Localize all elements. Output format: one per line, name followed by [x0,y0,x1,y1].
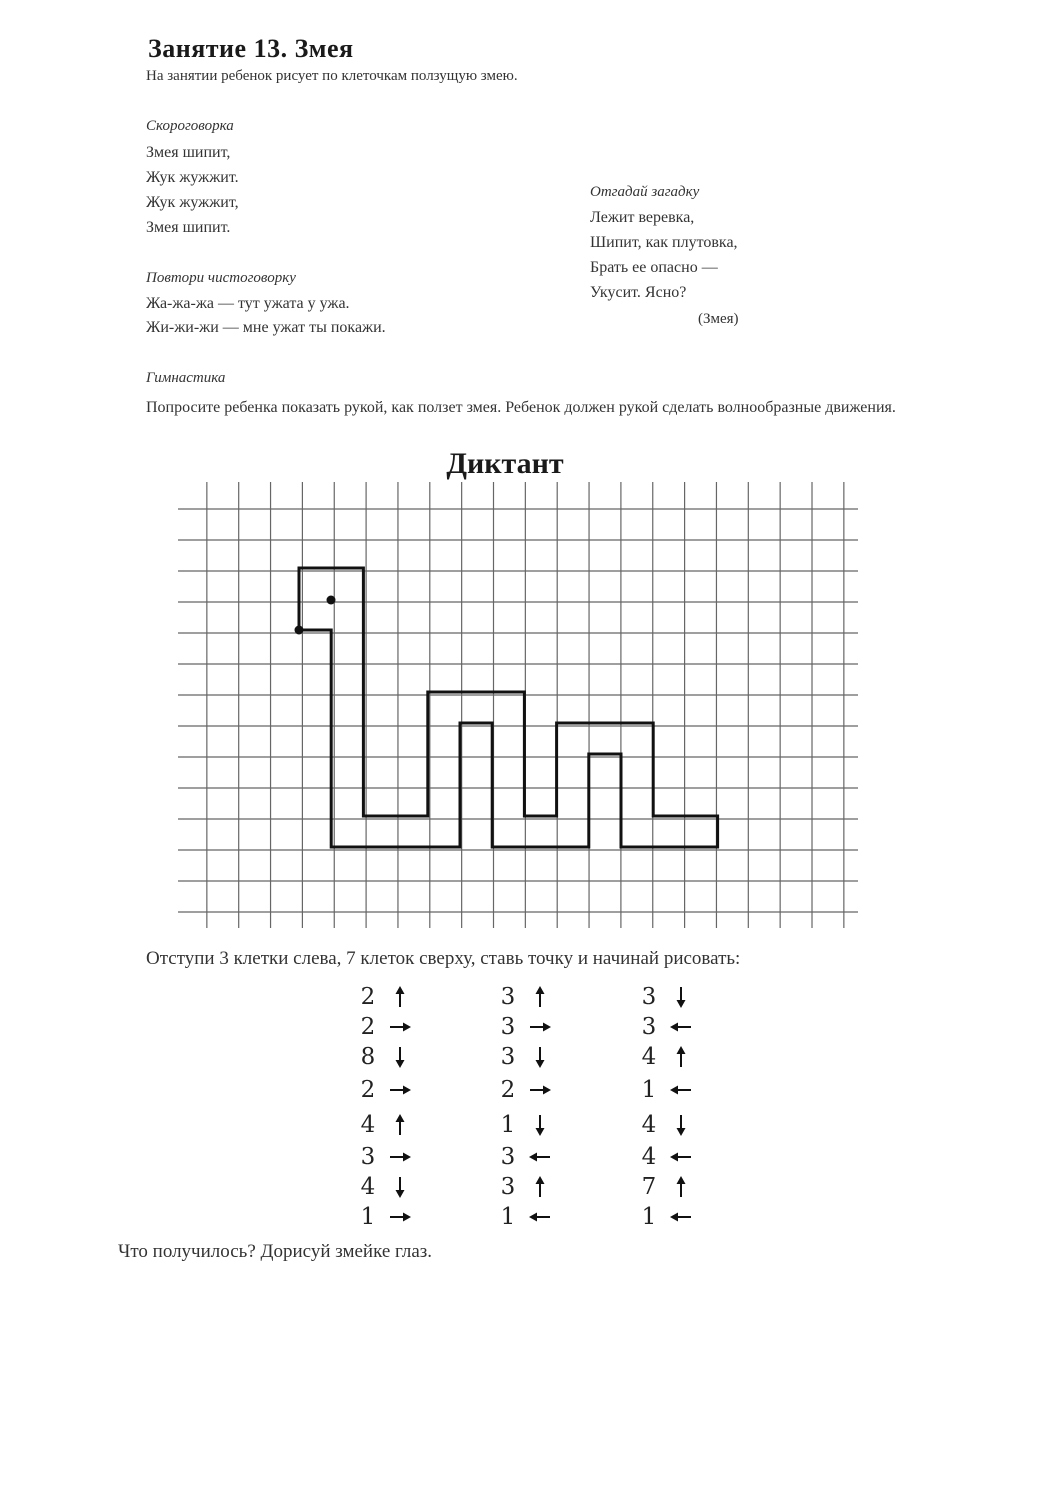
speech-line: Жук жужжит, [146,194,239,211]
arrow-right-icon [388,1076,412,1104]
dictation-step [639,1043,719,1071]
dictation-instruction: Отступи 3 клетки слева, 7 клеток сверху, ставь точку и начинай рисовать: [146,948,741,969]
arrow-left-icon [669,1076,693,1104]
arrow-right-icon [388,1013,412,1041]
closing-question: Что получилось? Дорисуй змейке глаз. [118,1241,433,1262]
step-count: 4 [641,1144,657,1170]
step-count: 1 [360,1204,376,1230]
step-count: 3 [360,1144,376,1170]
step-count: 2 [360,984,376,1010]
dictation-step [639,1013,719,1041]
dictation-title: Диктант [446,447,564,480]
arrow-left-icon [669,1143,693,1171]
step-count: 3 [500,1014,516,1040]
arrow-down-icon [388,1043,412,1071]
dictation-step [498,1111,578,1139]
dictation-step [498,1076,578,1104]
gymnastics-heading: Гимнастика [146,370,226,386]
step-count: 3 [641,984,657,1010]
dictation-step [358,983,438,1011]
speech-line: Змея шипит. [146,219,231,236]
dictation-step [358,1143,438,1171]
dictation-step [358,1076,438,1104]
arrow-right-icon [528,1076,552,1104]
dictation-step [498,1203,578,1231]
arrow-down-icon [388,1173,412,1201]
step-count: 1 [500,1204,516,1230]
snake-outline [299,568,718,847]
dictation-step [639,1173,719,1201]
dictation-step [358,1111,438,1139]
riddle-line: Брать ее опасно — [590,259,718,276]
intro-text: На занятии ребенок рисует по клеточкам ползущую змею. [146,68,518,84]
gymnastics-text: Попросите ребенка показать рукой, как ползет змея. Ребенок должен рукой сделать волнообразные движения. [146,399,896,416]
step-count: 3 [500,1144,516,1170]
dictation-step [498,983,578,1011]
dictation-step [639,1203,719,1231]
dictation-step [498,1043,578,1071]
arrow-up-icon [528,1173,552,1201]
arrow-left-icon [669,1203,693,1231]
grid-lines [178,482,858,928]
dictation-step [498,1013,578,1041]
start-point [295,626,304,635]
dictation-step [498,1173,578,1201]
arrow-left-icon [669,1013,693,1041]
riddle-line: Укусит. Ясно? [590,284,687,301]
step-count: 1 [641,1204,657,1230]
arrow-up-icon [669,1173,693,1201]
step-count: 2 [360,1014,376,1040]
riddle-answer: (Змея) [698,311,739,327]
step-count: 4 [360,1174,376,1200]
arrow-down-icon [528,1043,552,1071]
step-count: 4 [641,1112,657,1138]
snake-drawing [295,568,718,847]
dictation-step [498,1143,578,1171]
arrow-right-icon [388,1143,412,1171]
dictation-step [639,1111,719,1139]
dictation-step [358,1173,438,1201]
arrow-up-icon [388,983,412,1011]
arrow-up-icon [669,1043,693,1071]
arrow-left-icon [528,1203,552,1231]
arrow-right-icon [388,1203,412,1231]
arrow-right-icon [528,1013,552,1041]
step-count: 3 [500,984,516,1010]
dictation-step [639,1076,719,1104]
step-count: 4 [641,1044,657,1070]
snake-eye [327,596,336,605]
repeat-line: Жи-жи-жи — мне ужат ты покажи. [146,319,386,336]
arrow-up-icon [388,1111,412,1139]
step-count: 3 [641,1014,657,1040]
step-count: 3 [500,1174,516,1200]
step-count: 4 [360,1112,376,1138]
arrow-down-icon [528,1111,552,1139]
dictation-step [358,1043,438,1071]
arrow-left-icon [528,1143,552,1171]
arrow-down-icon [669,983,693,1011]
riddle-line: Шипит, как плутовка, [590,234,738,251]
step-count: 2 [360,1077,376,1103]
speech-line: Змея шипит, [146,144,231,161]
speech-line: Жук жужжит. [146,169,239,186]
step-count: 1 [500,1112,516,1138]
step-count: 2 [500,1077,516,1103]
dictation-step [358,1013,438,1041]
riddle-heading: Отгадай загадку [590,184,700,200]
arrow-up-icon [528,983,552,1011]
step-count: 1 [641,1077,657,1103]
repeat-line: Жа-жа-жа — тут ужата у ужа. [146,295,350,312]
repeat-heading: Повтори чистоговорку [146,270,296,286]
arrow-down-icon [669,1111,693,1139]
dictation-step [639,983,719,1011]
step-count: 3 [500,1044,516,1070]
step-count: 7 [641,1174,657,1200]
page-title: Занятие 13. Змея [148,34,354,63]
step-count: 8 [360,1044,376,1070]
riddle-line: Лежит веревка, [590,209,695,226]
dictation-step [639,1143,719,1171]
speech-heading: Скороговорка [146,118,234,134]
dictation-step [358,1203,438,1231]
